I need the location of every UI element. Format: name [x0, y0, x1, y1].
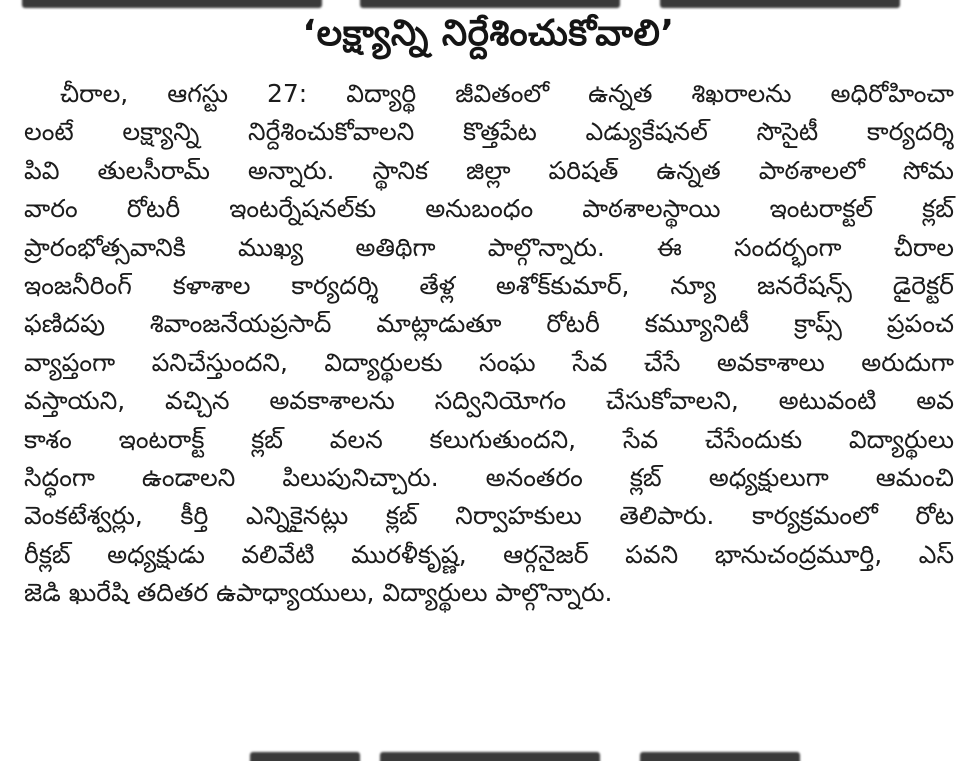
body-line: వస్తాయని, వచ్చిన అవకాశాలను సద్వినియోగం చేసుకోవాలని, అటువంటి అవ [24, 386, 954, 416]
article-body [24, 75, 954, 612]
body-line: లంటే లక్ష్యాన్ని నిర్దేశించుకోవాలని కొత్తపేట ఎడ్యుకేషనల్ సొసైటీ కార్యదర్శి [24, 117, 954, 147]
body-line: ప్రారంభోత్సవానికి ముఖ్య అతిథిగా పాల్గొన్నారు. ఈ సందర్భంగా చీరాల [24, 232, 954, 262]
body-line: సిద్ధంగా ఉండాలని పిలుపునిచ్చారు. అనంతరం క్లబ్ అధ్యక్షులుగా ఆమంచి [24, 462, 954, 492]
body-line: ఇంజనీరింగ్ కళాశాల కార్యదర్శి తేళ్ల అశోక్‌కుమార్, న్యూ జనరేషన్స్ డైరెక్టర్ [24, 270, 954, 300]
body-line: జెడి ఖురేషి తదితర ఉపాధ్యాయులు, విద్యార్థులు పాల్గొన్నారు. [24, 578, 613, 608]
body-line: పివి తులసీరామ్ అన్నారు. స్థానిక జిల్లా పరిషత్ ఉన్నత పాఠశాలలో సోమ [24, 155, 954, 185]
body-line: కాశం ఇంటరాక్ట్ క్లబ్ వలన కలుగుతుందని, సేవ చేసేందుకు విద్యార్థులు [24, 424, 954, 454]
article-headline: ‘లక్ష్యాన్ని నిర్దేశించుకోవాలి’ [302, 13, 675, 54]
body-line: వ్యాప్తంగా పనిచేస్తుందని, విద్యార్థులకు సంఘ సేవ చేసే అవకాశాలు అరుదుగా [24, 347, 954, 377]
next-article-clipped-text [0, 748, 977, 761]
body-line: ఫణిదపు శివాంజనేయప్రసాద్ మాట్లాడుతూ రోటరీ కమ్యూనిటీ క్రాప్స్ ప్రపంచ [24, 309, 954, 339]
body-line: రీక్లబ్ అధ్యక్షుడు వలివేటి మురళీకృష్ణ, ఆర్గనైజర్ పవని భానుచంద్రమూర్తి, ఎస్ [24, 539, 954, 569]
body-line: చీరాల, ఆగస్టు 27: విద్యార్థి జీవితంలో ఉన్నత శిఖరాలను అధిరోహించా [60, 79, 954, 108]
body-line: వారం రోటరీ ఇంటర్నేషనల్‌కు అనుబంధం పాఠశాలస్థాయి ఇంటరాక్టల్ క్లబ్ [24, 194, 954, 224]
body-line: వెంకటేశ్వర్లు, కీర్తి ఎన్నికైనట్లు క్లబ్ నిర్వాహకులు తెలిపారు. కార్యక్రమంలో రోట [24, 501, 954, 531]
